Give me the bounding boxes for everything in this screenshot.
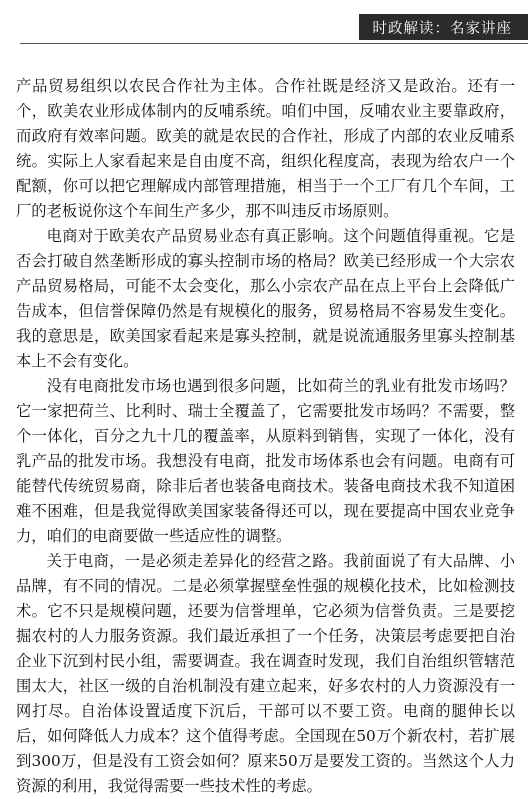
paragraph: 关于电商，一是必须走差异化的经营之路。我前面说了有大品牌、小品牌，有不同的情况。二是必须掌握壁垒性强的规模化技术，比如检测技术。它不只是规模问题，还要为信誉埋单，它必须为信誉负责。三是要挖掘农村的人力服务资源。我们最近承担了一个任务，决策层考虑要把自治企业下沉到村民小组，需要调查。我在调查时发现，我们自治组织管辖范围太大，社区一级的自治机制没有建立起来，好多农村的人力资源没有一网打尽。自治体设置适度下沉后，干部可以不要工资。电商的腿伸长以后，如何降低人力成本？这个值得考虑。全国现在50万个新农村，若扩展到300万，但是没有工资会如何？原来50万是要发工资的。当然这个人力资源的利用，我觉得需要一些技术性的考虑。 (16, 549, 515, 799)
article-body (16, 74, 515, 799)
header-divider (20, 43, 528, 44)
paragraph: 电商对于欧美农产品贸易业态有真正影响。这个问题值得重视。它是否会打破自然垄断形成的寡头控制市场的格局？欧美已经形成一个大宗农产品贸易格局，可能不太会变化，那么小宗农产品在点上平台上会降低广告成本，但信誉保障仍然是有规模化的服务，贸易格局不容易发生变化。我的意思是，欧美国家看起来是寡头控制，就是说流通服务里寡头控制基本上不会有变化。 (16, 224, 515, 374)
paragraph: 没有电商批发市场也遇到很多问题，比如荷兰的乳业有批发市场吗？它一家把荷兰、比利时、瑞士全覆盖了，它需要批发市场吗？不需要，整个一体化，百分之九十几的覆盖率，从原料到销售，实现了一体化，没有乳产品的批发市场。我想没有电商，批发市场体系也会有问题。电商有可能替代传统贸易商，除非后者也装备电商技术。装备电商技术我不知道困难不困难，但是我觉得欧美国家装备得还可以，现在要提高中国农业竞争力，咱们的电商要做一些适应性的调整。 (16, 374, 515, 549)
paragraph: 产品贸易组织以农民合作社为主体。合作社既是经济又是政治。还有一个，欧美农业形成体制内的反哺系统。咱们中国，反哺农业主要靠政府，而政府有效率问题。欧美的就是农民的合作社，形成了内部的农业反哺系统。实际上人家看起来是自由度不高，组织化程度高，表现为给农户一个配额，你可以把它理解成内部管理措施，相当于一个工厂有几个车间，工厂的老板说你这个车间生产多少，那不叫违反市场原则。 (16, 74, 515, 224)
column-header-banner (359, 14, 528, 40)
column-title: 时政解读：名家讲座 (373, 17, 513, 38)
